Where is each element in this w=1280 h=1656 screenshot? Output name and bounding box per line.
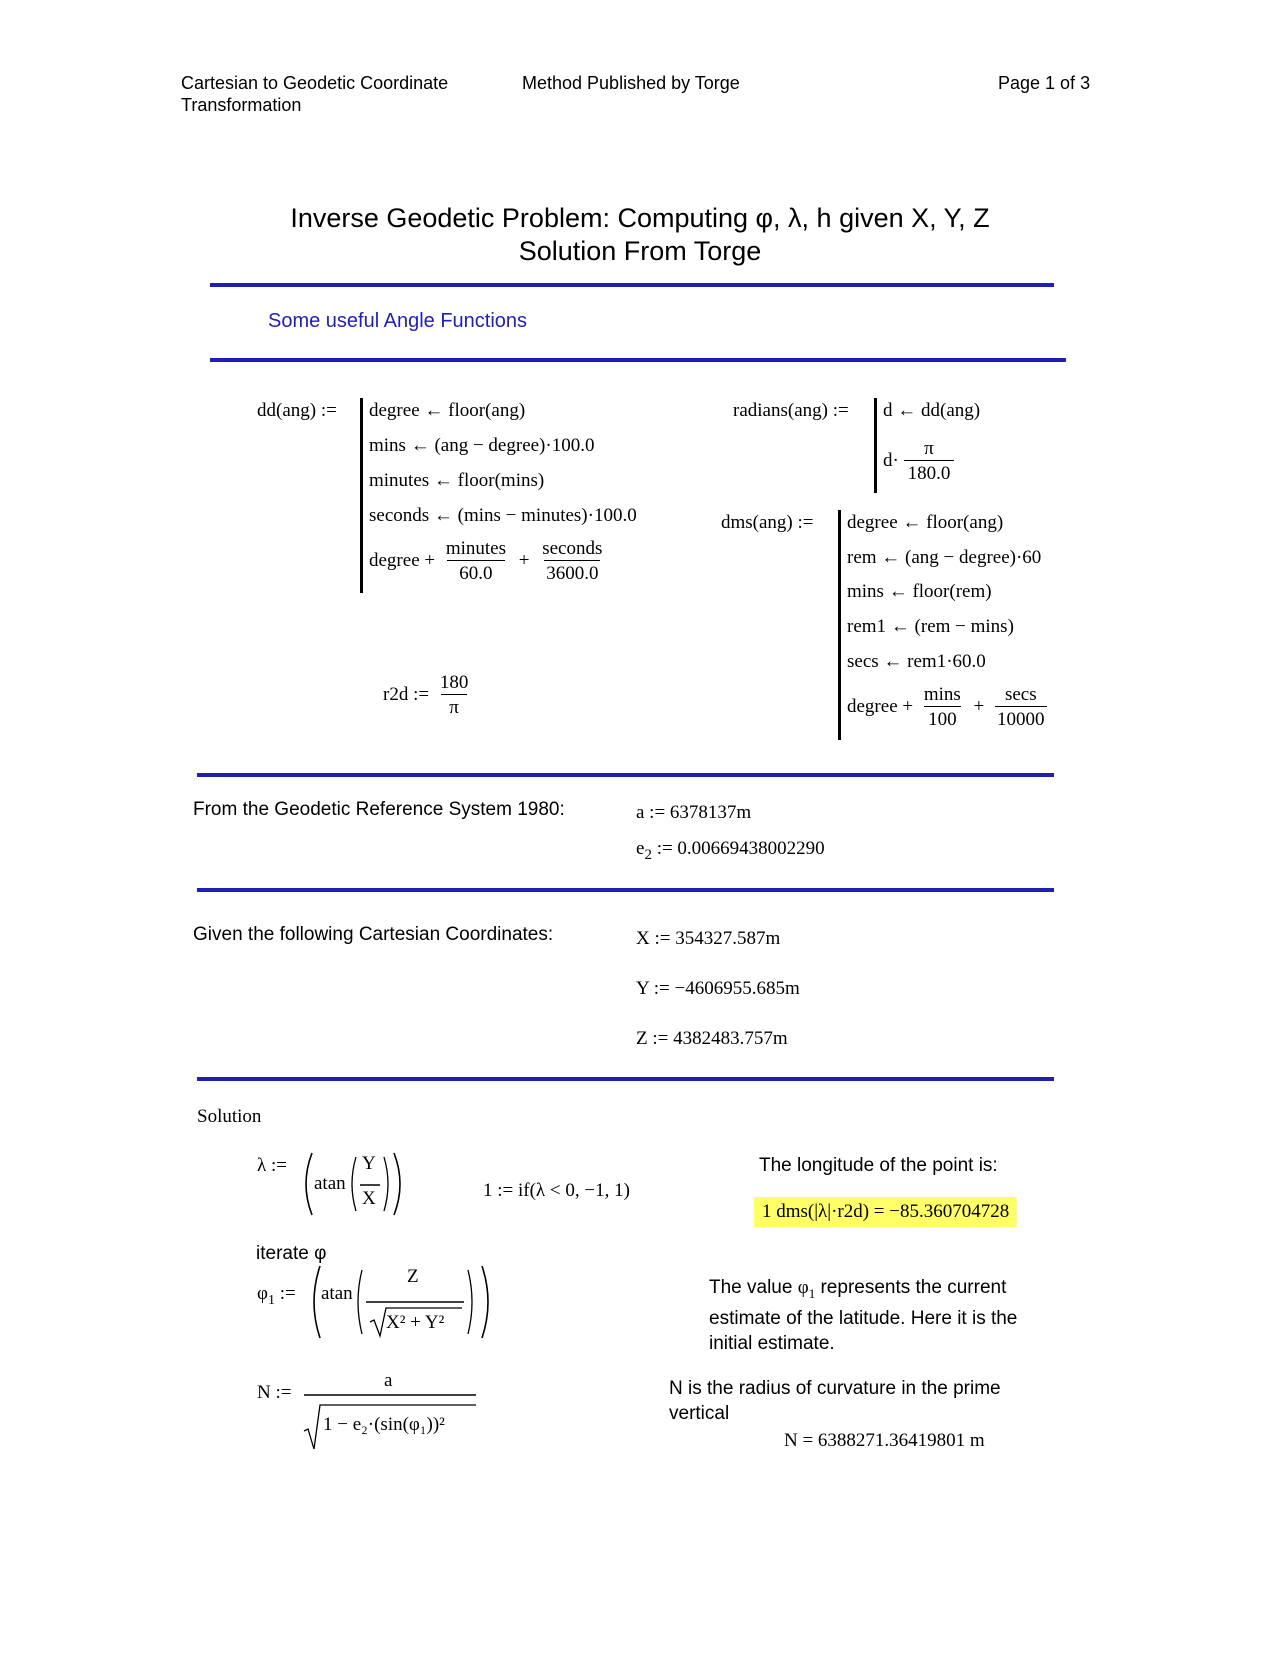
phi-assign: := bbox=[274, 1283, 296, 1304]
page-number: Page 1 of 3 bbox=[998, 73, 1091, 93]
n-value: N = 6388271.36419801 m bbox=[784, 1430, 985, 1451]
section-heading: Some useful Angle Functions bbox=[268, 310, 528, 332]
sqrt-radicand: X² + Y² bbox=[386, 1312, 445, 1333]
fraction-numerator: 180 bbox=[439, 672, 469, 693]
secs-fraction bbox=[995, 684, 1047, 731]
sign-definition: 1 := if(λ < 0, −1, 1) bbox=[483, 1180, 630, 1201]
fraction-denominator: 60.0 bbox=[447, 560, 504, 585]
fraction-denominator: 10000 bbox=[995, 706, 1047, 731]
phi-note-post: represents the current bbox=[815, 1277, 1007, 1298]
n-note bbox=[669, 1376, 1001, 1426]
coords-label: Given the following Cartesian Coordinates: bbox=[193, 924, 554, 945]
phi-note-line3: initial estimate. bbox=[709, 1332, 835, 1354]
longitude-text: The longitude of the point is: bbox=[759, 1155, 998, 1176]
iterate-label: iterate φ bbox=[256, 1243, 327, 1264]
divider bbox=[197, 888, 1054, 892]
solution-label: Solution bbox=[197, 1106, 262, 1127]
header-left bbox=[181, 72, 448, 116]
dd-line: mins ← (ang − degree)·100.0 bbox=[369, 435, 595, 456]
fraction-denominator: π bbox=[441, 694, 467, 719]
dd-line: seconds ← (mins − minutes)·100.0 bbox=[369, 505, 637, 526]
lambda-numerator: Y bbox=[362, 1153, 376, 1174]
phi-note-pre: The value bbox=[709, 1277, 798, 1298]
page-subtitle: Solution From Torge bbox=[518, 236, 762, 266]
fraction-numerator: π bbox=[924, 438, 934, 459]
e2-value: := 0.00669438002290 bbox=[651, 838, 825, 859]
phi-subscript: 1 bbox=[267, 1292, 275, 1308]
phi-note bbox=[709, 1275, 1017, 1356]
dms-program-bar bbox=[838, 510, 841, 740]
fraction-denominator: 3600.0 bbox=[544, 560, 600, 585]
dms-line: mins ← floor(rem) bbox=[847, 581, 992, 602]
dd-definition: dd(ang) := bbox=[257, 400, 337, 421]
e2-subscript: 2 bbox=[644, 846, 652, 863]
radians-fraction bbox=[904, 438, 955, 485]
constant-a: a := 6378137m bbox=[636, 802, 752, 823]
phi-note-symbol: φ bbox=[797, 1277, 809, 1298]
divider bbox=[210, 283, 1054, 287]
fraction-denominator: 100 bbox=[924, 706, 961, 731]
header-left-line1: Cartesian to Geodetic Coordinate bbox=[181, 73, 449, 93]
divider bbox=[197, 1077, 1054, 1081]
dd-return-prefix: degree + bbox=[369, 549, 436, 571]
dms-return-prefix: degree + bbox=[847, 695, 914, 717]
coord-x: X := 354327.587m bbox=[636, 928, 781, 949]
e2-symbol: e bbox=[636, 838, 645, 859]
fraction-numerator: secs bbox=[1004, 684, 1037, 705]
longitude-result: 1 dms(|λ|·r2d) = −85.360704728 bbox=[754, 1197, 1017, 1227]
seconds-fraction bbox=[540, 538, 604, 585]
atan-label: atan bbox=[321, 1283, 353, 1304]
radians-line: d ← dd(ang) bbox=[883, 400, 981, 421]
r2d-fraction bbox=[438, 672, 471, 719]
phi1-numerator: Z bbox=[407, 1266, 419, 1287]
dms-line: rem1 ← (rem − mins) bbox=[847, 616, 1014, 637]
dms-line: secs ← rem1·60.0 bbox=[847, 651, 986, 672]
page-title: Inverse Geodetic Problem: Computing φ, λ, h given X, Y, Z bbox=[290, 203, 990, 233]
r2d-definition bbox=[383, 672, 470, 719]
dms-definition: dms(ang) := bbox=[721, 512, 814, 533]
r2d-label: r2d := bbox=[383, 683, 430, 705]
n-label: N := bbox=[257, 1382, 292, 1403]
n-note-line1: N is the radius of curvature in the prime bbox=[669, 1378, 1001, 1399]
phi-note-line2: estimate of the latitude. Here it is the bbox=[709, 1307, 1018, 1329]
n-note-line2: vertical bbox=[669, 1403, 730, 1424]
atan-label: atan bbox=[314, 1173, 346, 1194]
fraction-numerator: mins bbox=[923, 684, 961, 705]
dms-line: rem ← (ang − degree)·60 bbox=[847, 547, 1042, 568]
divider bbox=[210, 358, 1066, 362]
mins-fraction bbox=[922, 684, 963, 731]
radians-program-bar bbox=[874, 398, 877, 493]
fraction-numerator: seconds bbox=[542, 538, 603, 559]
radians-definition: radians(ang) := bbox=[733, 400, 849, 421]
phi1-label bbox=[257, 1283, 296, 1309]
dd-line: minutes ← floor(mins) bbox=[369, 470, 545, 491]
coord-z: Z := 4382483.757m bbox=[636, 1028, 788, 1049]
dd-program-bar bbox=[360, 398, 363, 593]
plus-sign: + bbox=[973, 695, 985, 717]
dd-return bbox=[369, 538, 604, 585]
radians-return-prefix: d· bbox=[883, 449, 899, 471]
n-denominator: 1 − e₂·(sin(φ₁))² bbox=[323, 1414, 445, 1435]
grs-label: From the Geodetic Reference System 1980: bbox=[193, 799, 565, 820]
phi-symbol: φ bbox=[257, 1283, 268, 1304]
fraction-numerator: minutes bbox=[445, 538, 507, 559]
n-numerator: a bbox=[384, 1370, 393, 1391]
header-left-line2: Transformation bbox=[181, 95, 302, 115]
minutes-fraction bbox=[444, 538, 508, 585]
fraction-denominator: 180.0 bbox=[904, 460, 955, 485]
radians-return bbox=[883, 438, 954, 485]
lambda-denominator: X bbox=[362, 1188, 376, 1209]
header-center: Method Published by Torge bbox=[522, 73, 740, 93]
coord-y: Y := −4606955.685m bbox=[636, 978, 800, 999]
plus-sign: + bbox=[518, 549, 530, 571]
phi-note-line1 bbox=[709, 1275, 1017, 1306]
phi-note-subscript: 1 bbox=[808, 1285, 816, 1301]
dd-line: degree ← floor(ang) bbox=[369, 400, 526, 421]
dms-line: degree ← floor(ang) bbox=[847, 512, 1004, 533]
dms-return bbox=[847, 684, 1047, 731]
divider bbox=[197, 773, 1054, 777]
constant-e2 bbox=[636, 838, 825, 864]
lambda-label: λ := bbox=[257, 1155, 287, 1176]
